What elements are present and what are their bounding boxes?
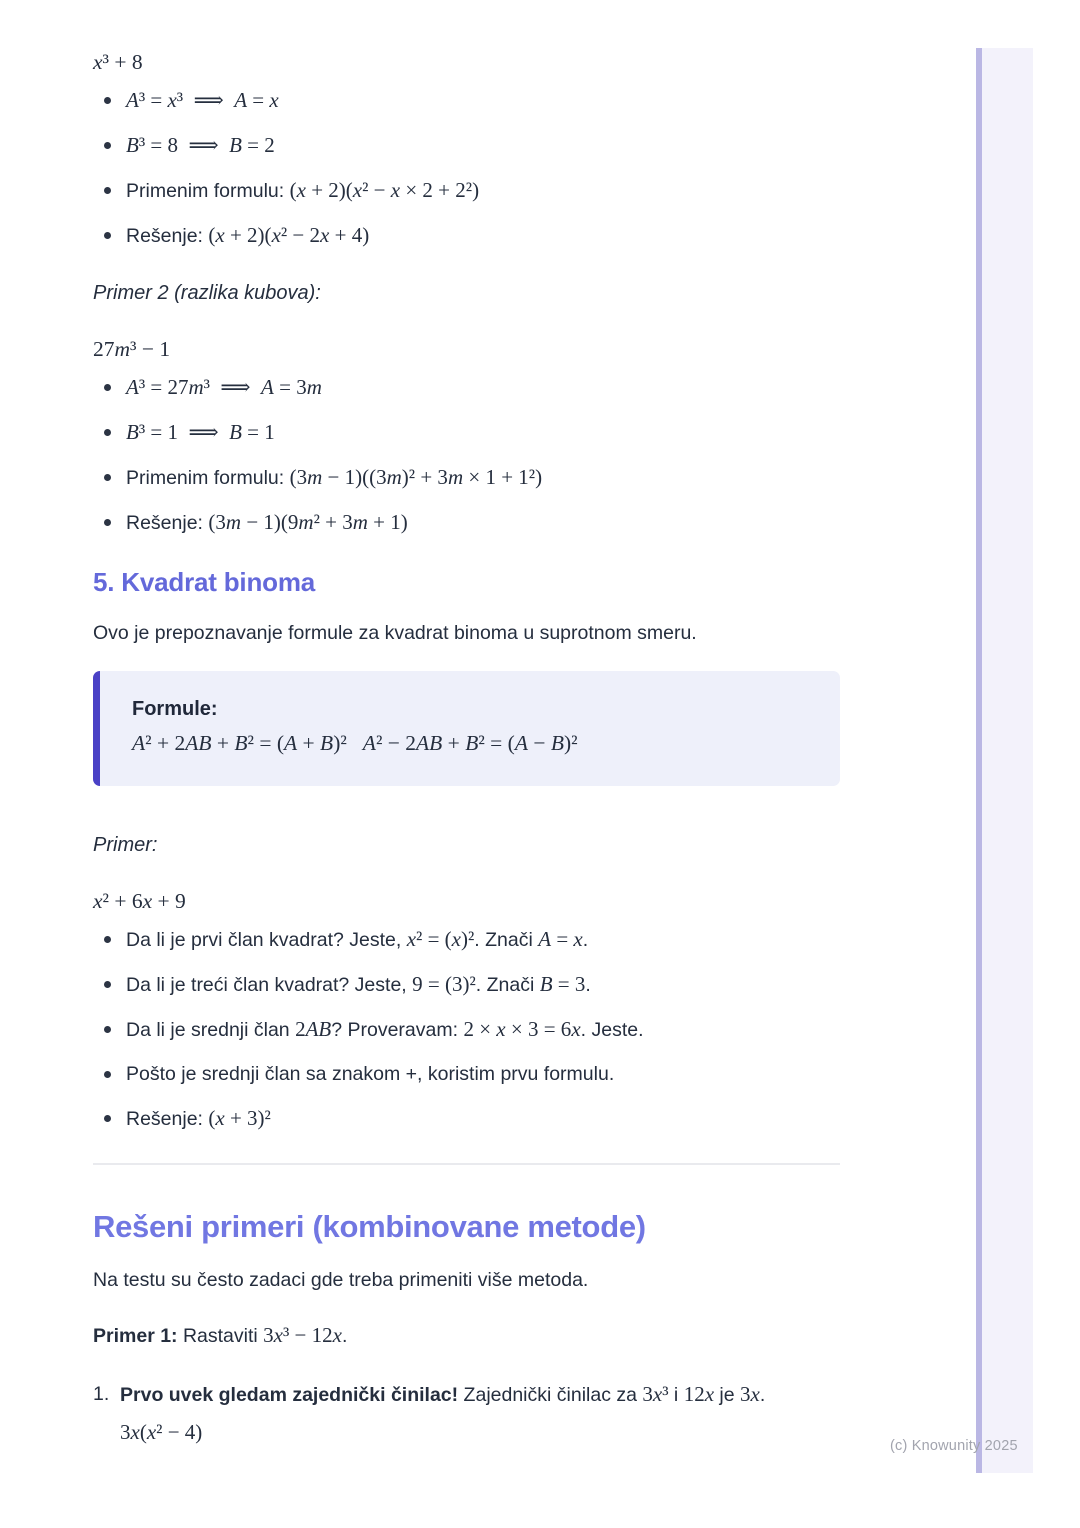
callout-title: Formule:: [132, 698, 218, 720]
formula-callout: [93, 671, 840, 786]
math-text: x² = (x)²: [406, 927, 475, 951]
math-text: 2AB: [295, 1017, 332, 1041]
bullet-item: [126, 508, 840, 537]
next-page-edge-strip: [976, 48, 1033, 1473]
primer1-task-line: [93, 1322, 840, 1350]
step-text: [120, 1380, 765, 1409]
plain-text: .: [582, 929, 589, 951]
bullet-item: [126, 1015, 840, 1044]
math-text: (3m − 1)(9m² + 3m + 1): [208, 510, 408, 534]
plain-text: ? Proveravam:: [331, 1019, 464, 1041]
math-text: A = x: [538, 927, 583, 951]
page-heading-reseni-primeri: Rešeni primeri (kombinovane metode): [93, 1209, 646, 1244]
plain-text: Rešenje:: [126, 225, 209, 247]
step-result-math: [120, 1418, 765, 1447]
math-text: B = 3: [539, 972, 586, 996]
bullet-item: [126, 970, 840, 999]
cube-sum-steps-list: [93, 86, 840, 250]
plain-text: . Jeste.: [580, 1019, 644, 1041]
bold-text: Primer 1:: [93, 1325, 178, 1347]
bullet-item: [126, 418, 840, 447]
math-line-cube-diff-expr: 27m³ − 1: [93, 337, 171, 361]
plain-text: Rastaviti: [177, 1325, 264, 1347]
math-text: 3x³: [642, 1382, 669, 1406]
bullet-item: [126, 1060, 840, 1088]
math-text: 3x(x² − 4): [120, 1420, 203, 1444]
math-text: 12x: [683, 1382, 715, 1406]
bullet-item: [126, 131, 840, 160]
plain-text: Primenim formulu:: [126, 467, 290, 489]
plain-text: Primenim formulu:: [126, 180, 290, 202]
primer2-label: Primer 2 (razlika kubova):: [93, 282, 321, 304]
math-line-cube-sum-expr: x³ + 8: [93, 50, 143, 74]
math-text: 3x³ − 12x: [263, 1323, 342, 1347]
plain-text: .: [759, 1384, 766, 1406]
step-body: [120, 1380, 765, 1447]
plain-text: Pošto je srednji član sa znakom +, koristim prvu formulu.: [126, 1063, 615, 1085]
plain-text: Rešenje:: [126, 1108, 209, 1130]
bullet-item: [126, 176, 840, 205]
plain-text: Da li je treći član kvadrat? Jeste,: [126, 974, 413, 996]
bullet-item: [126, 1104, 840, 1133]
document-page: [93, 0, 840, 1447]
section-divider: [93, 1163, 840, 1165]
plain-text: i: [668, 1384, 684, 1406]
math-line-trinomial-expr: x² + 6x + 9: [93, 889, 186, 913]
section-intro-text: Ovo je prepoznavanje formule za kvadrat binoma u suprotnom smeru.: [93, 622, 697, 644]
plain-text: je: [714, 1384, 741, 1406]
math-text: 2 × x × 3 = 6x: [463, 1017, 581, 1041]
plain-text: . Znači: [475, 974, 540, 996]
bullet-item: [126, 463, 840, 492]
plain-text: Rešenje:: [126, 512, 209, 534]
formula-diff-square: A² − 2AB + B² = (A − B)²: [362, 731, 578, 755]
math-text: A³ = x³ ⟹ A = x: [126, 88, 279, 112]
math-text: (x + 2)(x² − x × 2 + 2²): [289, 178, 480, 202]
bullet-item: [126, 86, 840, 115]
cube-diff-steps-list: [93, 373, 840, 537]
plain-text: Zajednički činilac za: [458, 1384, 643, 1406]
formula-sum-square: A² + 2AB + B² = (A + B)²: [132, 731, 347, 755]
bullet-item: [126, 221, 840, 250]
plain-text: Da li je prvi član kvadrat? Jeste,: [126, 929, 407, 951]
math-text: B³ = 8 ⟹ B = 2: [126, 133, 275, 157]
math-text: B³ = 1 ⟹ B = 1: [126, 420, 275, 444]
plain-text: Da li je srednji član: [126, 1019, 296, 1041]
plain-text: . Znači: [474, 929, 539, 951]
math-text: (x + 2)(x² − 2x + 4): [208, 223, 370, 247]
math-text: 9 = (3)²: [412, 972, 476, 996]
plain-text: .: [341, 1325, 348, 1347]
bullet-item: [126, 925, 840, 954]
plain-text: .: [585, 974, 591, 996]
primer-label: Primer:: [93, 834, 158, 856]
math-text: (3m − 1)((3m)² + 3m × 1 + 1²): [289, 465, 543, 489]
step-number: 1.: [93, 1383, 110, 1405]
bold-text: Prvo uvek gledam zajednički činilac!: [120, 1384, 459, 1406]
math-text: 3x: [740, 1382, 760, 1406]
bullet-item: [126, 373, 840, 402]
section-heading-kvadrat-binoma: 5. Kvadrat binoma: [93, 567, 315, 597]
copyright-watermark: (c) Knowunity 2025: [890, 1438, 1018, 1454]
callout-formulas: [132, 728, 816, 761]
math-text: A³ = 27m³ ⟹ A = 3m: [126, 375, 322, 399]
binomial-square-steps-list: [93, 925, 840, 1133]
numbered-step-1: [93, 1380, 840, 1447]
math-text: (x + 3)²: [208, 1106, 271, 1130]
solved-intro-text: Na testu su često zadaci gde treba primeniti više metoda.: [93, 1269, 589, 1291]
